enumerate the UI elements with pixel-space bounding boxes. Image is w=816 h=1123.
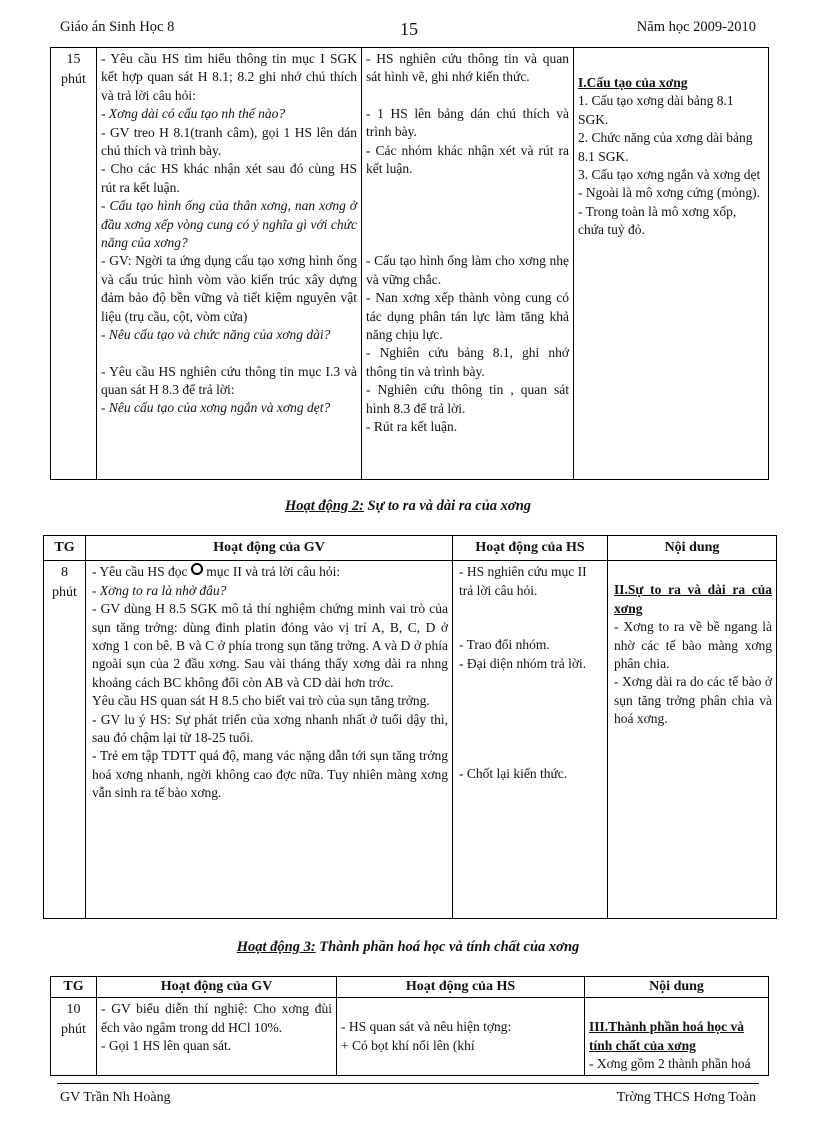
activity-3-label: Hoạt động 3: bbox=[236, 939, 316, 955]
time-value: 10 bbox=[66, 1002, 81, 1018]
hs-text: - Đại diện nhóm trả lời. bbox=[459, 655, 587, 671]
student-activity-cell bbox=[453, 561, 608, 919]
header-school-year: Năm học 2009-2010 bbox=[636, 19, 756, 35]
column-header-tg: TG bbox=[44, 536, 86, 561]
gv-question: - Xơng to ra là nhờ đâu? bbox=[92, 582, 227, 598]
content-text: 2. Chức năng của xơng dài bảng 8.1 SGK. bbox=[578, 130, 753, 164]
gv-text: - Yêu cầu HS nghiên cứu thông tin mục I.3 và quan sát H 8.3 để trả lời: bbox=[101, 363, 357, 397]
activity-2-label: Hoạt động 2: bbox=[284, 498, 364, 514]
time-cell bbox=[51, 48, 97, 480]
gv-text: - Yêu cầu HS tìm hiểu thông tin mục I SGK kết hợp quan sát H 8.1; 8.2 ghi nhớ chú thích và trả lời câu hỏi: bbox=[101, 51, 357, 103]
circle-symbol-icon bbox=[191, 563, 203, 575]
table-row bbox=[44, 561, 777, 919]
column-header-nd: Nội dung bbox=[585, 977, 769, 998]
activity-3-title bbox=[0, 938, 816, 956]
table-row bbox=[51, 48, 769, 480]
activity-3-name: Thành phần hoá học và tính chất của xơng bbox=[315, 939, 580, 955]
activity-2-name: Sự to ra và dài ra của xơng bbox=[363, 498, 532, 514]
hs-text: - Nghiên cứu thông tin , quan sát hình 8.3 để trả lời. bbox=[366, 382, 569, 416]
teacher-activity-cell bbox=[97, 998, 337, 1076]
table-header-row bbox=[44, 536, 777, 561]
section-heading: II.Sự to ra và dài ra của xơng bbox=[614, 582, 772, 616]
lesson-table-part1 bbox=[50, 47, 769, 480]
hs-text: - Chốt lại kiến thức. bbox=[459, 766, 568, 782]
time-value: 15 bbox=[66, 52, 81, 67]
hs-text: - HS quan sát và nêu hiện tợng: bbox=[341, 1019, 512, 1035]
gv-text: - GV: Ngời ta ứng dụng cấu tạo xơng hình ống và cấu trúc hình vòm vào kiến trúc xây dựng đảm bảo độ bền vững và tiết kiệm nguyên vật liệu (trụ cầu, cột, vòm cửa) bbox=[101, 253, 357, 324]
time-unit: phút bbox=[61, 1022, 86, 1038]
gv-text: - Gọi 1 HS lên quan sát. bbox=[101, 1038, 232, 1054]
content-text: - Xơng dài ra do các tế bào ở sụn tăng trởng phân chia và hoá xơng. bbox=[614, 674, 772, 727]
gv-question: - Nêu cấu tạo của xơng ngắn và xơng dẹt? bbox=[101, 400, 331, 416]
page-number: 15 bbox=[400, 19, 418, 39]
gv-text: - GV lu ý HS: Sự phát triển của xơng nhanh nhất ở tuổi dậy thì, sau đó chậm lại từ 18-25 tuổi. bbox=[92, 711, 448, 746]
gv-question: - Nêu cấu tạo và chức năng của xơng dài? bbox=[101, 327, 331, 343]
hs-text: - Nghiên cứu bảng 8.1, ghi nhớ thông tin và trình bày. bbox=[366, 345, 569, 379]
gv-text: - Yêu cầu HS đọc bbox=[92, 564, 188, 580]
time-unit: phút bbox=[52, 585, 77, 601]
gv-text: Yêu cầu HS quan sát H 8.5 cho biết vai trò của sụn tăng trởng. bbox=[92, 693, 430, 709]
hs-text: - Trao đổi nhóm. bbox=[459, 637, 550, 653]
footer-teacher: GV Trần Nh Hoàng bbox=[60, 1090, 171, 1105]
teacher-activity-cell bbox=[86, 561, 453, 919]
student-activity-cell bbox=[337, 998, 585, 1076]
hs-text: - HS nghiên cứu thông tin và quan sát hình vẽ, ghi nhớ kiến thức. bbox=[366, 51, 569, 85]
hs-text: - HS nghiên cứu mục II trả lời câu hỏi. bbox=[459, 564, 587, 598]
content-cell bbox=[585, 998, 769, 1076]
table-row bbox=[51, 998, 769, 1076]
section-heading: III.Thành phần hoá học và tính chất của xơng bbox=[589, 1019, 744, 1053]
hs-text: - Cấu tạo hình ống làm cho xơng nhẹ và vững chắc. bbox=[366, 253, 569, 287]
section-heading: I.Cấu tạo của xơng bbox=[578, 75, 688, 90]
content-cell bbox=[608, 561, 777, 919]
hs-text: - Các nhóm khác nhận xét và rút ra kết luận. bbox=[366, 142, 569, 177]
content-text: - Trong toàn là mô xơng xốp, chứa tuỷ đỏ. bbox=[578, 203, 737, 238]
time-cell bbox=[51, 998, 97, 1076]
gv-text: - Trẻ em tập TDTT quá độ, mang vác nặng dẫn tới sụn tăng trởng hoá xơng nhanh, ngời không cao đợc nữa. Tuy nhiên màng xơng vẫn sinh ra tế bào xơng. bbox=[92, 748, 448, 801]
gv-question: - Cấu tạo hình ống của thân xơng, nan xơng ở đầu xơng xếp vòng cung có ý nghĩa gì với chức năng của xơng? bbox=[101, 198, 357, 251]
hs-text: - Nan xơng xếp thành vòng cung có tác dụng phân tán lực làm tăng khả năng chịu lực. bbox=[366, 290, 569, 343]
content-cell bbox=[574, 48, 769, 480]
activity-2-title bbox=[0, 497, 816, 515]
column-header-gv: Hoạt động của GV bbox=[97, 977, 337, 998]
content-text: - Xơng to ra về bề ngang là nhờ các tế bào màng xơng phân chia. bbox=[614, 619, 772, 672]
gv-text: - GV dùng H 8.5 SGK mô tả thí nghiệm chứng minh vai trò của sụn tăng trởng: dùng đinh platin đóng vào vị trí A, B, C, D ở xơng 1 con bê. B và C ở phía trong sụn tăng trởng. A và D ở phía ngoài sụn của 2 đầu xơng. Sau vài tháng thấy xơng dài ra nhng khoảng cách BC không đổi còn AB và CD dài hơn trớc. bbox=[92, 601, 448, 690]
column-header-hs: Hoạt động của HS bbox=[337, 977, 585, 998]
content-text: 1. Cấu tạo xơng dài bảng 8.1 SGK. bbox=[578, 93, 734, 127]
lesson-table-part3 bbox=[50, 976, 769, 1076]
table-header-row bbox=[51, 977, 769, 998]
header-subject: Giáo án Sinh Học 8 bbox=[60, 19, 175, 35]
content-text: - Xơng gồm 2 thành phần hoá bbox=[589, 1056, 751, 1072]
hs-text: + Có bọt khí nổi lên (khí bbox=[341, 1037, 475, 1053]
time-cell bbox=[44, 561, 86, 919]
teacher-activity-cell bbox=[97, 48, 362, 480]
gv-text: - GV biểu diễn thí nghiệ: Cho xơng đùi ếch vào ngâm trong dd HCl 10%. bbox=[101, 1001, 332, 1035]
gv-text: - Cho các HS khác nhận xét sau đó cùng HS rút ra kết luận. bbox=[101, 161, 357, 195]
column-header-nd: Nội dung bbox=[608, 536, 777, 561]
lesson-table-part2 bbox=[43, 535, 777, 919]
gv-text: - GV treo H 8.1(tranh câm), gọi 1 HS lên dán chú thích và trình bày. bbox=[101, 124, 357, 159]
column-header-hs: Hoạt động của HS bbox=[453, 536, 608, 561]
footer-school: Trờng THCS Hơng Toàn bbox=[616, 1090, 756, 1105]
hs-text: - 1 HS lên bảng dán chú thích và trình bày. bbox=[366, 105, 569, 140]
time-unit: phút bbox=[61, 72, 86, 87]
gv-question: - Xơng dài có cấu tạo nh thế nào? bbox=[101, 106, 286, 122]
gv-text: mục II và trả lời câu hỏi: bbox=[202, 564, 341, 580]
column-header-gv: Hoạt động của GV bbox=[86, 536, 453, 561]
footer-divider bbox=[57, 1083, 759, 1084]
student-activity-cell bbox=[362, 48, 574, 480]
hs-text: - Rút ra kết luận. bbox=[366, 419, 458, 435]
column-header-tg: TG bbox=[51, 977, 97, 998]
time-value: 8 bbox=[61, 565, 68, 581]
content-text: - Ngoài là mô xơng cứng (mỏng). bbox=[578, 185, 761, 201]
content-text: 3. Cấu tạo xơng ngắn và xơng dẹt bbox=[578, 167, 761, 183]
